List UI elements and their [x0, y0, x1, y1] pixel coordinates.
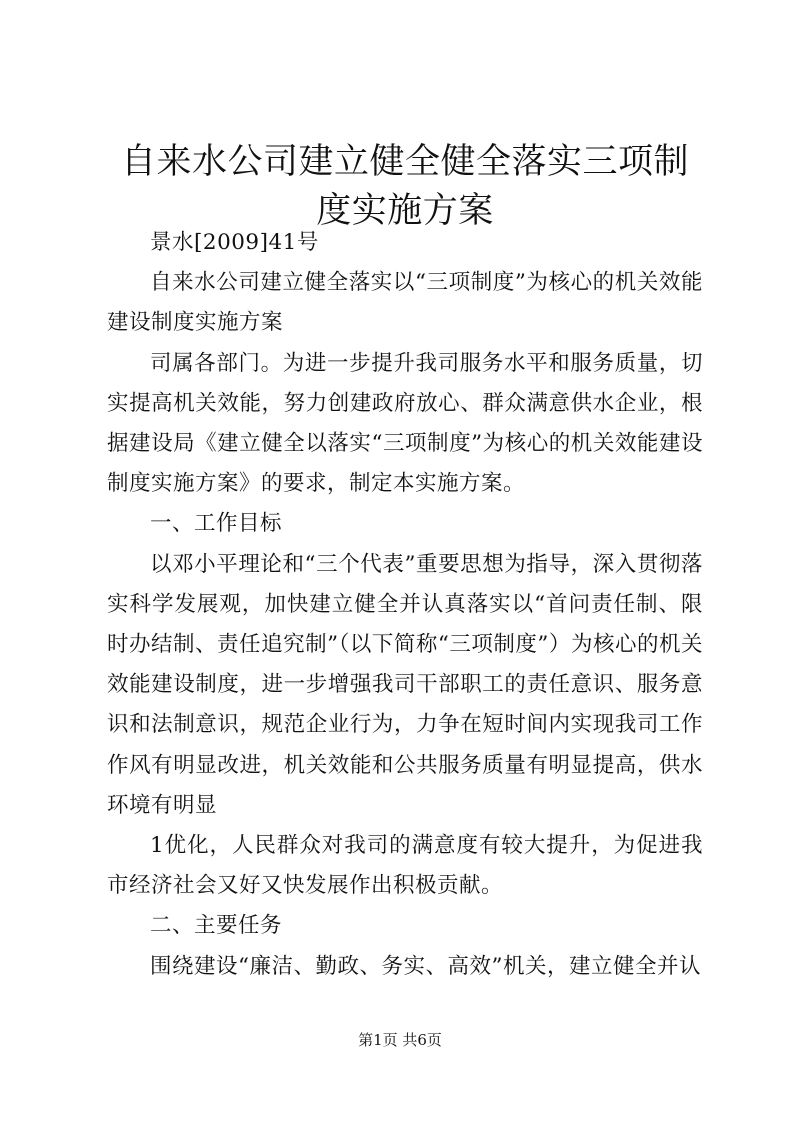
subtitle-paragraph: 自来水公司建立健全落实以“三项制度”为核心的机关效能建设制度实施方案 [107, 270, 703, 336]
goals-continued-paragraph: 1优化，人民群众对我司的满意度有较大提升，为促进我市经济社会又好又快发展作出积极贡献。 [107, 833, 703, 899]
document-body [107, 223, 703, 987]
page-footer: 第1页 共6页 [358, 1031, 442, 1049]
document-title: 自来水公司建立健全健全落实三项制度实施方案 [120, 142, 689, 231]
intro-paragraph: 司属各部门。为进一步提升我司服务水平和服务质量，切实提高机关效能，努力创建政府放心、群众满意供水企业，根据建设局《建立健全以落实“三项制度”为核心的机关效能建设制度实施方案》的要求，制定本实施方案。 [107, 350, 703, 497]
section-heading-tasks: 二、主要任务 [150, 913, 283, 939]
tasks-paragraph: 围绕建设“廉洁、勤政、务实、高效”机关，建立健全并认 [150, 953, 701, 979]
doc-number-paragraph: 景水[2009]41号 [150, 230, 319, 255]
goals-paragraph: 以邓小平理论和“三个代表”重要思想为指导，深入贯彻落实科学发展观，加快建立健全并认真落实以“首问责任制、限时办结制、责任追究制”（以下简称“三项制度”）为核心的机关效能建设制度，进一步增强我司干部职工的责任意识、服务意识和法制意识，规范企业行为，力争在短时间内实现我司工作作风有明显改进，机关效能和公共服务质量有明显提高，供水环境有明显 [107, 551, 703, 818]
section-heading-goals: 一、工作目标 [150, 511, 283, 537]
